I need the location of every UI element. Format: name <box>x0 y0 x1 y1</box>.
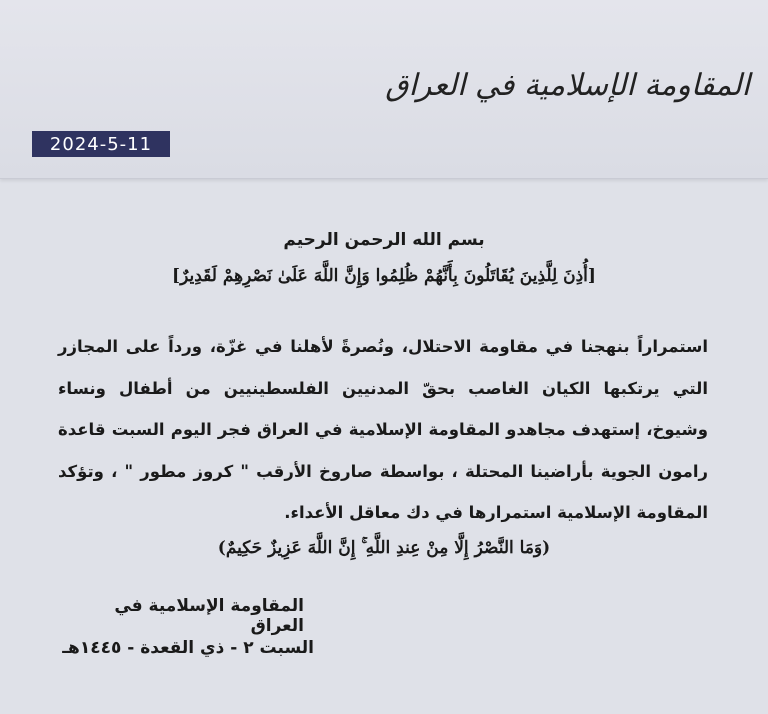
closing-verse: (وَمَا النَّصْرُ إِلَّا مِنْ عِندِ اللَّهِ ۚ إِنَّ اللَّهَ عَزِيزٌ حَكِيمٌ) <box>217 538 551 558</box>
date-badge: 2024-5-11 <box>32 131 170 157</box>
statement-paragraph: استمراراً بنهجنا في مقاومة الاحتلال، ونُصرةً لأهلنا في غزّة، ورداً على المجازر التي يرتكبها الكيان الغاصب بحقّ المدنيين الفلسطينيين من أطفال ونساء وشيوخ، إستهدف مجاهدو المقاومة الإسلامية في العراق فجر اليوم السبت قاعدة رامون الجوية بأراضينا المحتلة ، بواسطة صاروخ الأرقب " كروز مطور " ، وتؤكد المقاومة الإسلامية استمرارها في دك معاقل الأعداء. <box>58 337 708 522</box>
basmala: بسم الله الرحمن الرحيم <box>283 230 485 250</box>
organization-logo: المقاومة الإسلامية في العراق <box>385 68 750 103</box>
header-banner <box>0 0 768 179</box>
signature-name: المقاومة الإسلامية في العراق <box>114 596 304 636</box>
opening-verse: [أُذِنَ لِلَّذِينَ يُقَاتَلُونَ بِأَنَّهُمْ ظُلِمُوا وَإِنَّ اللَّهَ عَلَىٰ نَصْرِهِمْ لَقَدِيرٌ] <box>172 266 596 286</box>
statement-body <box>0 178 768 714</box>
hijri-date: السبت ٢ - ذي القعدة - ١٤٤٥هـ <box>62 638 314 658</box>
